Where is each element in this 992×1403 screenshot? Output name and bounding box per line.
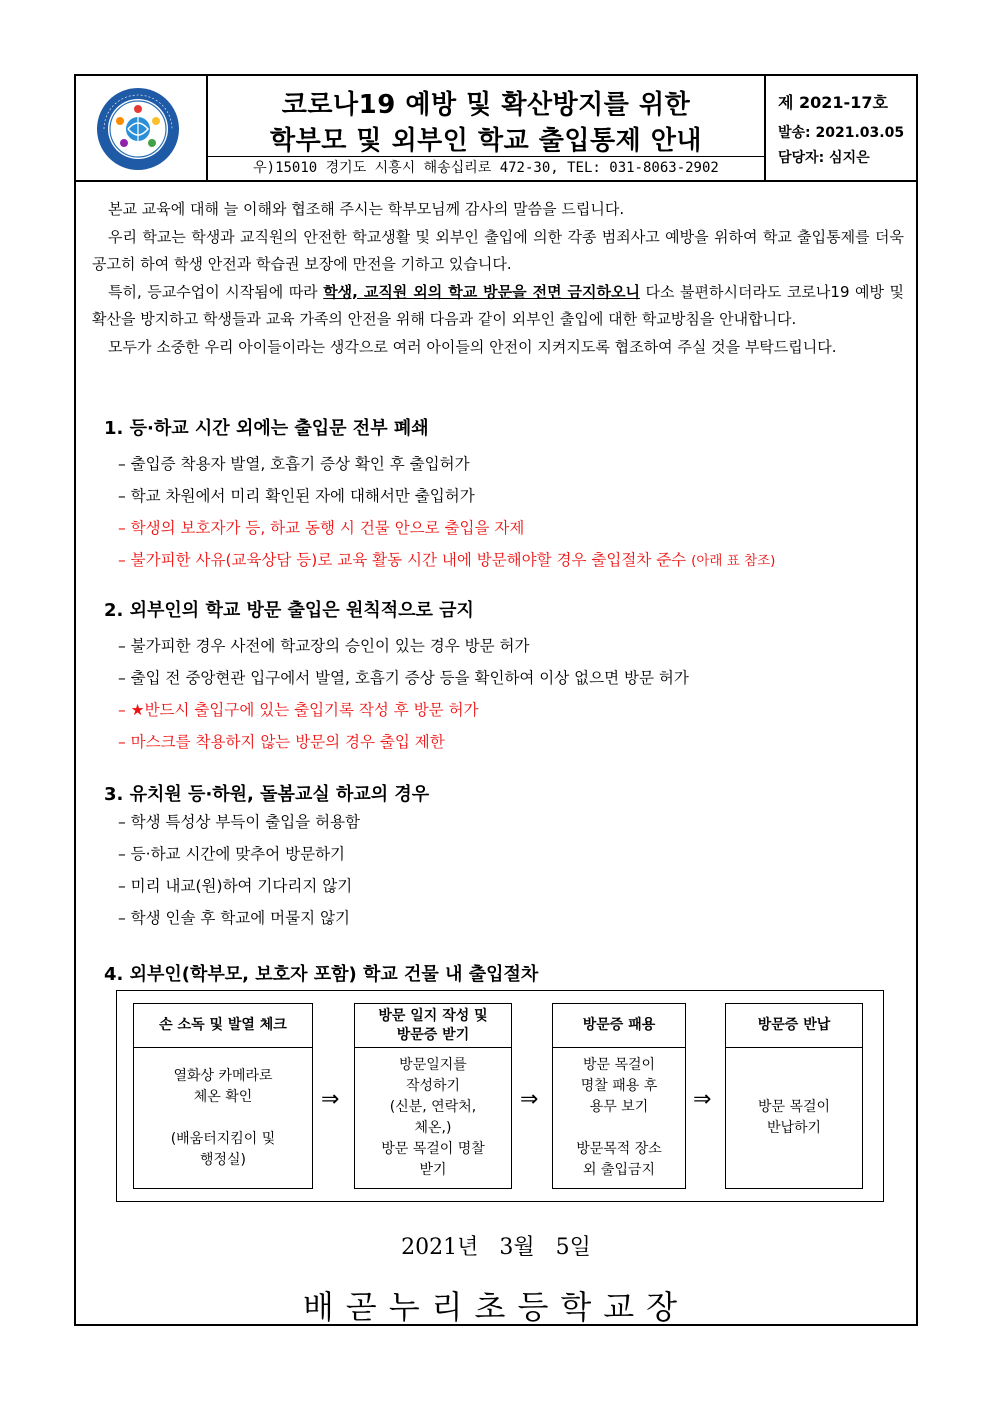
- section-3-title: 3. 유치원 등·하원, 돌봄교실 하교의 경우: [104, 784, 430, 805]
- section-1-item-1: – 출입증 착용자 발열, 호흡기 증상 확인 후 출입허가: [118, 455, 470, 473]
- title-cell: [208, 76, 766, 180]
- section-2-item-4: – 마스크를 착용하지 않는 방문의 경우 출입 제한: [118, 733, 445, 751]
- school-logo: [96, 87, 180, 171]
- logo-cell: [76, 76, 208, 180]
- section-1-item-4-text: – 불가피한 사유(교육상담 등)로 교육 활동 시간 내에 방문해야할 경우 출입절차 준수: [118, 551, 687, 569]
- intro-paragraph-2: 우리 학교는 학생과 교직원의 안전한 학교생활 및 외부인 출입에 의한 각종 범죄사고 예방을 위하여 학교 출입통제를 더욱 공고히 하여 학생 안전과 학습권 보장에 만전을 기하고 있습니다.: [92, 227, 904, 273]
- title-line-2: 학부모 및 외부인 학교 출입통제 안내: [270, 126, 702, 156]
- section-4-title: 4. 외부인(학부모, 보호자 포함) 학교 건물 내 출입절차: [104, 964, 539, 985]
- section-2-title: 2. 외부인의 학교 방문 출입은 원칙적으로 금지: [104, 600, 474, 621]
- flow-step-4-body: 방문 목걸이 반납하기: [757, 1099, 831, 1136]
- sent-date: 발송: 2021.03.05: [778, 125, 905, 141]
- title-line-1: 코로나19 예방 및 확산방지를 위한: [281, 90, 691, 120]
- flow-step-3: [552, 1003, 686, 1189]
- flow-step-3-head: 방문증 패용: [553, 1004, 685, 1048]
- section-3-item-2: – 등·하교 시간에 맞추어 방문하기: [118, 845, 346, 863]
- section-1-note: (아래 표 참조): [691, 553, 776, 569]
- section-2-item-1: – 불가피한 경우 사전에 학교장의 승인이 있는 경우 방문 허가: [118, 637, 530, 655]
- section-1-title: 1. 등·하교 시간 외에는 출입문 전부 폐쇄: [104, 418, 429, 439]
- intro-p3-underline: 학생, 교직원 외의 학교 방문을 전면 금지하오니: [323, 282, 640, 301]
- flow-step-1-body: 열화상 카메라로 체온 확인 (배움터지킴이 및 행정실): [170, 1067, 276, 1168]
- section-2-item-3: – ★반드시 출입구에 있는 출입기록 작성 후 방문 허가: [118, 701, 479, 719]
- flow-step-1-head: 손 소독 및 발열 체크: [134, 1004, 312, 1048]
- flow-step-2: [354, 1003, 512, 1189]
- intro-p3-after: 다소 불편하시더라도 코로나19 예방 및 확산을 방지하고 학생들과 교육 가족의 안전을 위해 다음과 같이 외부인 출입에 대한 학교방침을 안내합니다.: [92, 282, 904, 328]
- flow-step-4-head: 방문증 반납: [726, 1004, 862, 1048]
- flow-arrow-icon-2: ⇒: [520, 1087, 539, 1112]
- intro-paragraph-3: [92, 279, 904, 334]
- intro-paragraph-1: 본교 교육에 대해 늘 이해와 협조해 주시는 학부모님께 감사의 말씀을 드립니다.: [108, 200, 625, 218]
- document-header: [74, 74, 918, 182]
- meta-cell: [766, 76, 916, 180]
- staff-name: 담당자: 심지은: [778, 150, 870, 166]
- section-3-item-4: – 학생 인솔 후 학교에 머물지 않기: [118, 909, 350, 927]
- school-address: 우)15010 경기도 시흥시 해송십리로 472-30, TEL: 031-8063-2902: [208, 156, 764, 180]
- issue-date: 2021년 3월 5일: [401, 1235, 591, 1260]
- document-body: [74, 182, 918, 1326]
- section-1-item-3: – 학생의 보호자가 등, 하교 동행 시 건물 안으로 출입을 자제: [118, 519, 525, 537]
- intro-p3-before: 특히, 등교수업이 시작됨에 따라: [108, 282, 324, 301]
- school-principal: 배곧누리초등학교장: [302, 1288, 690, 1326]
- flow-arrow-icon-3: ⇒: [693, 1087, 712, 1112]
- section-1-item-2: – 학교 차원에서 미리 확인된 자에 대해서만 출입허가: [118, 487, 475, 505]
- flow-step-1: [133, 1003, 313, 1189]
- flow-step-2-head: 방문 일지 작성 및 방문증 받기: [355, 1004, 511, 1048]
- section-3-item-1: – 학생 특성상 부득이 출입을 허용함: [118, 813, 361, 831]
- section-3-item-3: – 미리 내교(원)하여 기다리지 않기: [118, 877, 353, 895]
- flow-arrow-icon-1: ⇒: [321, 1087, 340, 1112]
- doc-number: 제 2021-17호: [778, 93, 888, 112]
- flow-step-2-body: 방문일지를 작성하기 (신분, 연락처, 체온,) 방문 목걸이 명찰 받기: [381, 1057, 485, 1178]
- intro-paragraph-4: 모두가 소중한 우리 아이들이라는 생각으로 여러 아이들의 안전이 지켜지도록 협조하여 주실 것을 부탁드립니다.: [108, 337, 837, 356]
- section-1-item-4: [118, 548, 775, 570]
- flow-step-3-body: 방문 목걸이 명찰 패용 후 용무 보기 방문목적 장소 외 출입금지: [576, 1057, 662, 1178]
- intro-text: [92, 196, 904, 361]
- entry-procedure-flow: [116, 990, 884, 1202]
- section-2-item-2: – 출입 전 중앙현관 입구에서 발열, 호흡기 증상 등을 확인하여 이상 없으면 방문 허가: [118, 669, 689, 687]
- flow-step-4: [725, 1003, 863, 1189]
